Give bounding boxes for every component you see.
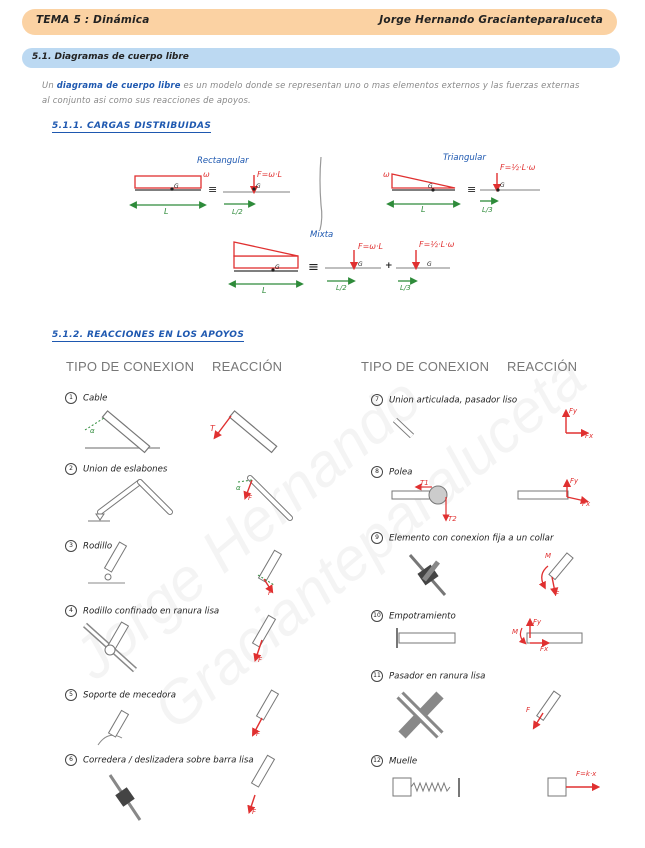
col-type-left: TIPO DE CONEXION bbox=[66, 359, 195, 374]
tri-label: Triangular bbox=[443, 153, 486, 163]
label-Fy-10: Fy bbox=[533, 618, 542, 626]
label-F-4: F bbox=[258, 656, 263, 664]
item-3-label: Rodillo bbox=[83, 541, 113, 552]
col-reaction-left: REACCIÓN bbox=[212, 359, 283, 374]
label-spring-force: F=k·x bbox=[576, 770, 597, 778]
label-Fx-8: Fx bbox=[582, 500, 591, 508]
topic-title: TEMA 5 : Dinámica bbox=[36, 14, 150, 26]
rect-half: L/2 bbox=[232, 208, 243, 216]
item-5-label: Soporte de mecedora bbox=[83, 690, 177, 701]
label-F-9: F bbox=[555, 590, 560, 598]
tri-third: L/3 bbox=[482, 206, 493, 214]
rect-force: F=ω·L bbox=[257, 170, 283, 179]
mixed-label: Mixta bbox=[310, 230, 334, 240]
item-8-label: Polea bbox=[389, 467, 413, 478]
intro-part1: Un bbox=[42, 80, 54, 90]
label-M-9: M bbox=[545, 552, 552, 560]
intro-line2: al conjunto asi como sus reacciones de apoyos. bbox=[42, 95, 251, 105]
mixed-plus: + bbox=[385, 261, 393, 271]
tri-length: L bbox=[421, 205, 426, 214]
item-10-label: Empotramiento bbox=[389, 611, 456, 622]
label-M-10: M bbox=[512, 628, 519, 636]
author-name: Jorge Hernando Gracianteparaluceta bbox=[379, 14, 603, 26]
item-12-label: Muelle bbox=[389, 756, 418, 767]
mixed-length: L bbox=[262, 286, 267, 295]
mixed-half: L/2 bbox=[336, 284, 347, 292]
mixed-g1: G bbox=[358, 261, 363, 268]
mixed-f2: F=½·L·ω bbox=[419, 240, 455, 249]
item-2-num: 2 bbox=[65, 463, 77, 475]
rect-length: L bbox=[164, 207, 169, 216]
label-alpha-1: α bbox=[90, 427, 95, 435]
intro-part2: es un modelo donde se representan uno o mas elementos externos y las fuerzas externas bbox=[183, 80, 580, 90]
tri-w: ω bbox=[383, 170, 390, 179]
item-3-num: 3 bbox=[65, 540, 77, 552]
item-4-label: Rodillo confinado en ranura lisa bbox=[83, 606, 220, 617]
item-9-label: Elemento con conexion fija a un collar bbox=[389, 533, 554, 544]
rect-equiv: ≡ bbox=[208, 183, 218, 196]
label-Fy-7: Fy bbox=[569, 407, 578, 415]
tri-g: G bbox=[428, 183, 433, 190]
item-1-num: 1 bbox=[65, 392, 77, 404]
mixed-equiv: ≡ bbox=[308, 260, 319, 275]
col-type-right: TIPO DE CONEXION bbox=[361, 359, 490, 374]
label-F-6: F bbox=[252, 808, 257, 816]
rect-g: G bbox=[174, 183, 179, 190]
col-reaction-right: REACCIÓN bbox=[507, 359, 578, 374]
label-F-11: F bbox=[526, 706, 531, 714]
label-F-2: F bbox=[248, 494, 253, 502]
tri-g2: G bbox=[500, 182, 505, 189]
label-Fx-10: Fx bbox=[540, 645, 549, 653]
item-11-label: Pasador en ranura lisa bbox=[389, 671, 486, 682]
item-6-num: 6 bbox=[65, 754, 77, 766]
item-9-num: 9 bbox=[371, 532, 383, 544]
rect-w: ω bbox=[203, 170, 210, 179]
mixed-f1: F=ω·L bbox=[358, 242, 384, 251]
mixed-g2: G bbox=[427, 261, 432, 268]
tri-equiv: ≡ bbox=[467, 183, 477, 196]
item-12-num: 12 bbox=[371, 755, 383, 767]
item-2-label: Union de eslabones bbox=[83, 464, 168, 475]
mixed-g: G bbox=[275, 264, 280, 271]
item-7-num: 7 bbox=[371, 394, 383, 406]
item-11-num: 11 bbox=[371, 670, 383, 682]
rect-g2: G bbox=[256, 183, 261, 190]
label-T1: T1 bbox=[420, 479, 429, 487]
label-T2: T2 bbox=[448, 515, 457, 523]
tri-force: F=½·L·ω bbox=[500, 163, 536, 172]
item-1-label: Cable bbox=[83, 393, 108, 404]
item-6-label: Corredera / deslizadera sobre barra lisa bbox=[83, 755, 254, 766]
item-5-num: 5 bbox=[65, 689, 77, 701]
subsection-2-title: 5.1.2. REACCIONES EN LOS APOYOS bbox=[52, 330, 245, 340]
section-title: 5.1. Diagramas de cuerpo libre bbox=[32, 52, 189, 62]
label-Fy-8: Fy bbox=[570, 477, 579, 485]
label-Fx-7: Fx bbox=[585, 432, 594, 440]
subsection-1-title: 5.1.1. CARGAS DISTRIBUIDAS bbox=[52, 121, 212, 131]
item-4-num: 4 bbox=[65, 605, 77, 617]
label-T: T bbox=[210, 424, 215, 433]
rect-label: Rectangular bbox=[197, 156, 249, 166]
label-F-3: F bbox=[268, 589, 273, 597]
label-alpha-2: α bbox=[236, 484, 241, 492]
item-10-num: 10 bbox=[371, 610, 383, 622]
label-F-5: F bbox=[256, 730, 261, 738]
item-7-label: Union articulada, pasador liso bbox=[389, 395, 518, 406]
item-8-num: 8 bbox=[371, 466, 383, 478]
mixed-third: L/3 bbox=[400, 284, 411, 292]
intro-highlight: diagrama de cuerpo libre bbox=[56, 80, 181, 90]
